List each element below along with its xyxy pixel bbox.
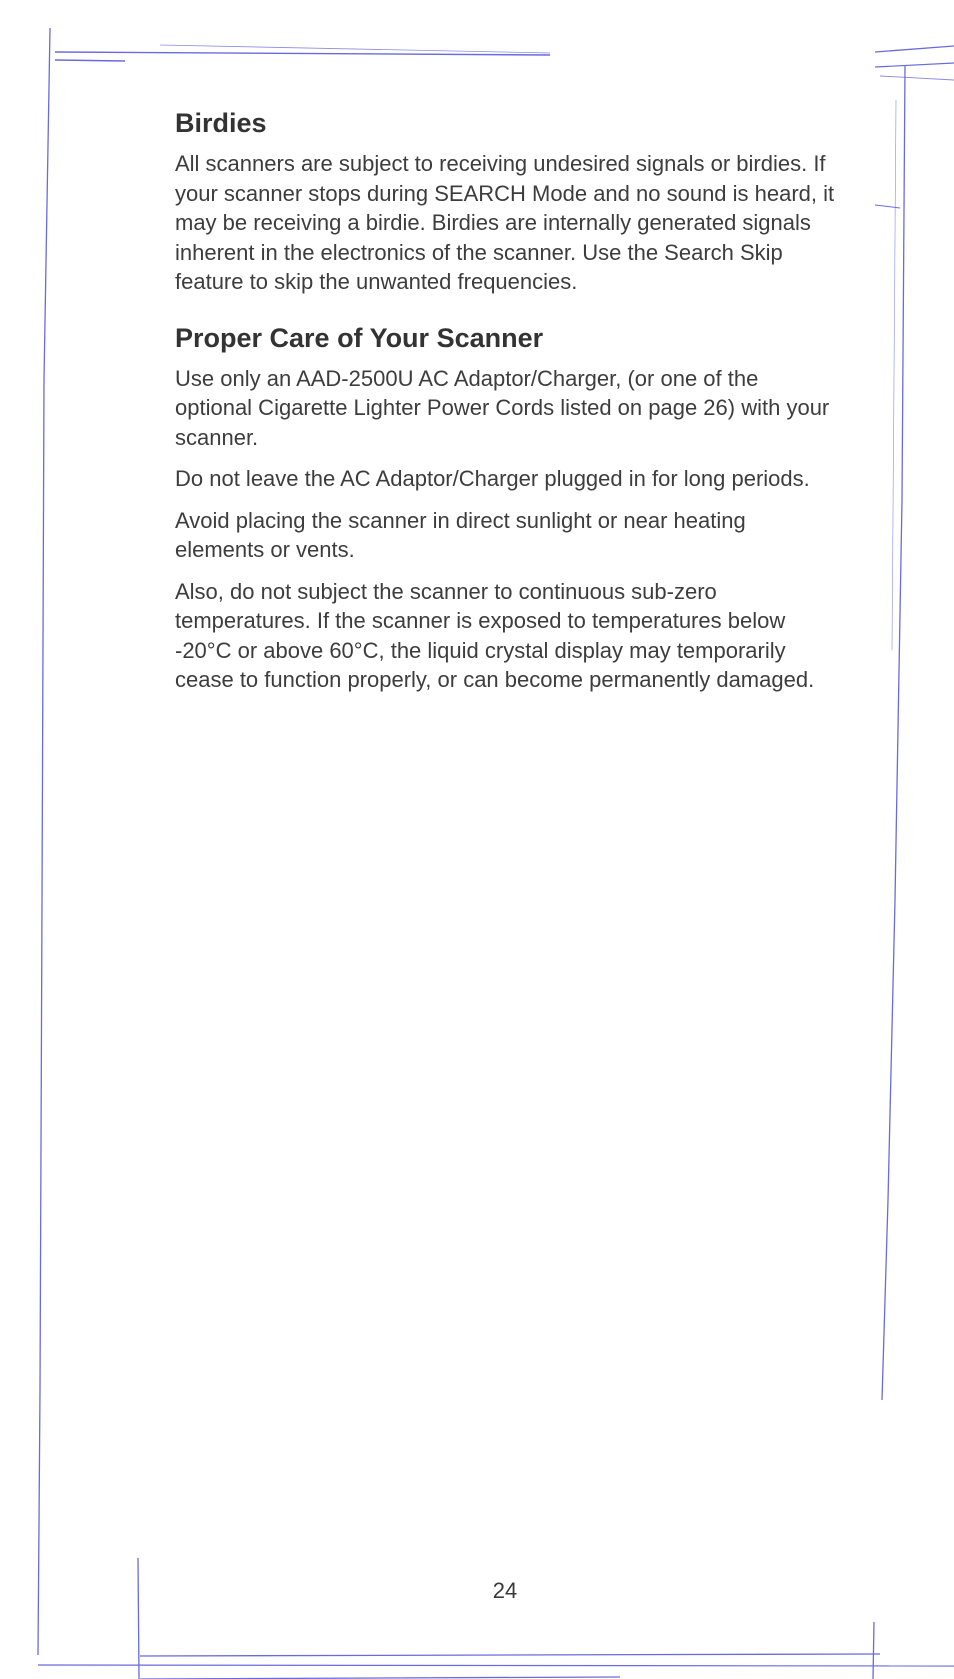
page-content bbox=[175, 108, 835, 707]
care-paragraph-temperature: Also, do not subject the scanner to continuous sub-zero temperatures. If the scanner is exposed to temperatures below -20°C or above 60°C, the liquid crystal display may temporarily cease to function properly, or can become permanently damaged. bbox=[175, 578, 815, 693]
care-paragraph-adaptor: Use only an AAD-2500U AC Adaptor/Charger, (or one of the optional Cigarette Lighter Power Cords listed on page 26) with your scanner. bbox=[175, 365, 830, 450]
care-paragraph-sunlight: Avoid placing the scanner in direct sunlight or near heating elements or vents. bbox=[175, 507, 746, 563]
birdies-paragraph: All scanners are subject to receiving undesired signals or birdies. If your scanner stops during SEARCH Mode and no sound is heard, it may be receiving a birdie. Birdies are internally generated signals inherent in the electronics of the scanner. Use the Search Skip feature to skip the unwanted frequencies. bbox=[175, 151, 835, 295]
heading-birdies: Birdies bbox=[175, 108, 267, 138]
care-paragraph-charger: Do not leave the AC Adaptor/Charger plugged in for long periods. bbox=[175, 466, 810, 492]
heading-proper-care: Proper Care of Your Scanner bbox=[175, 322, 544, 353]
page-number: 24 bbox=[492, 1578, 518, 1603]
